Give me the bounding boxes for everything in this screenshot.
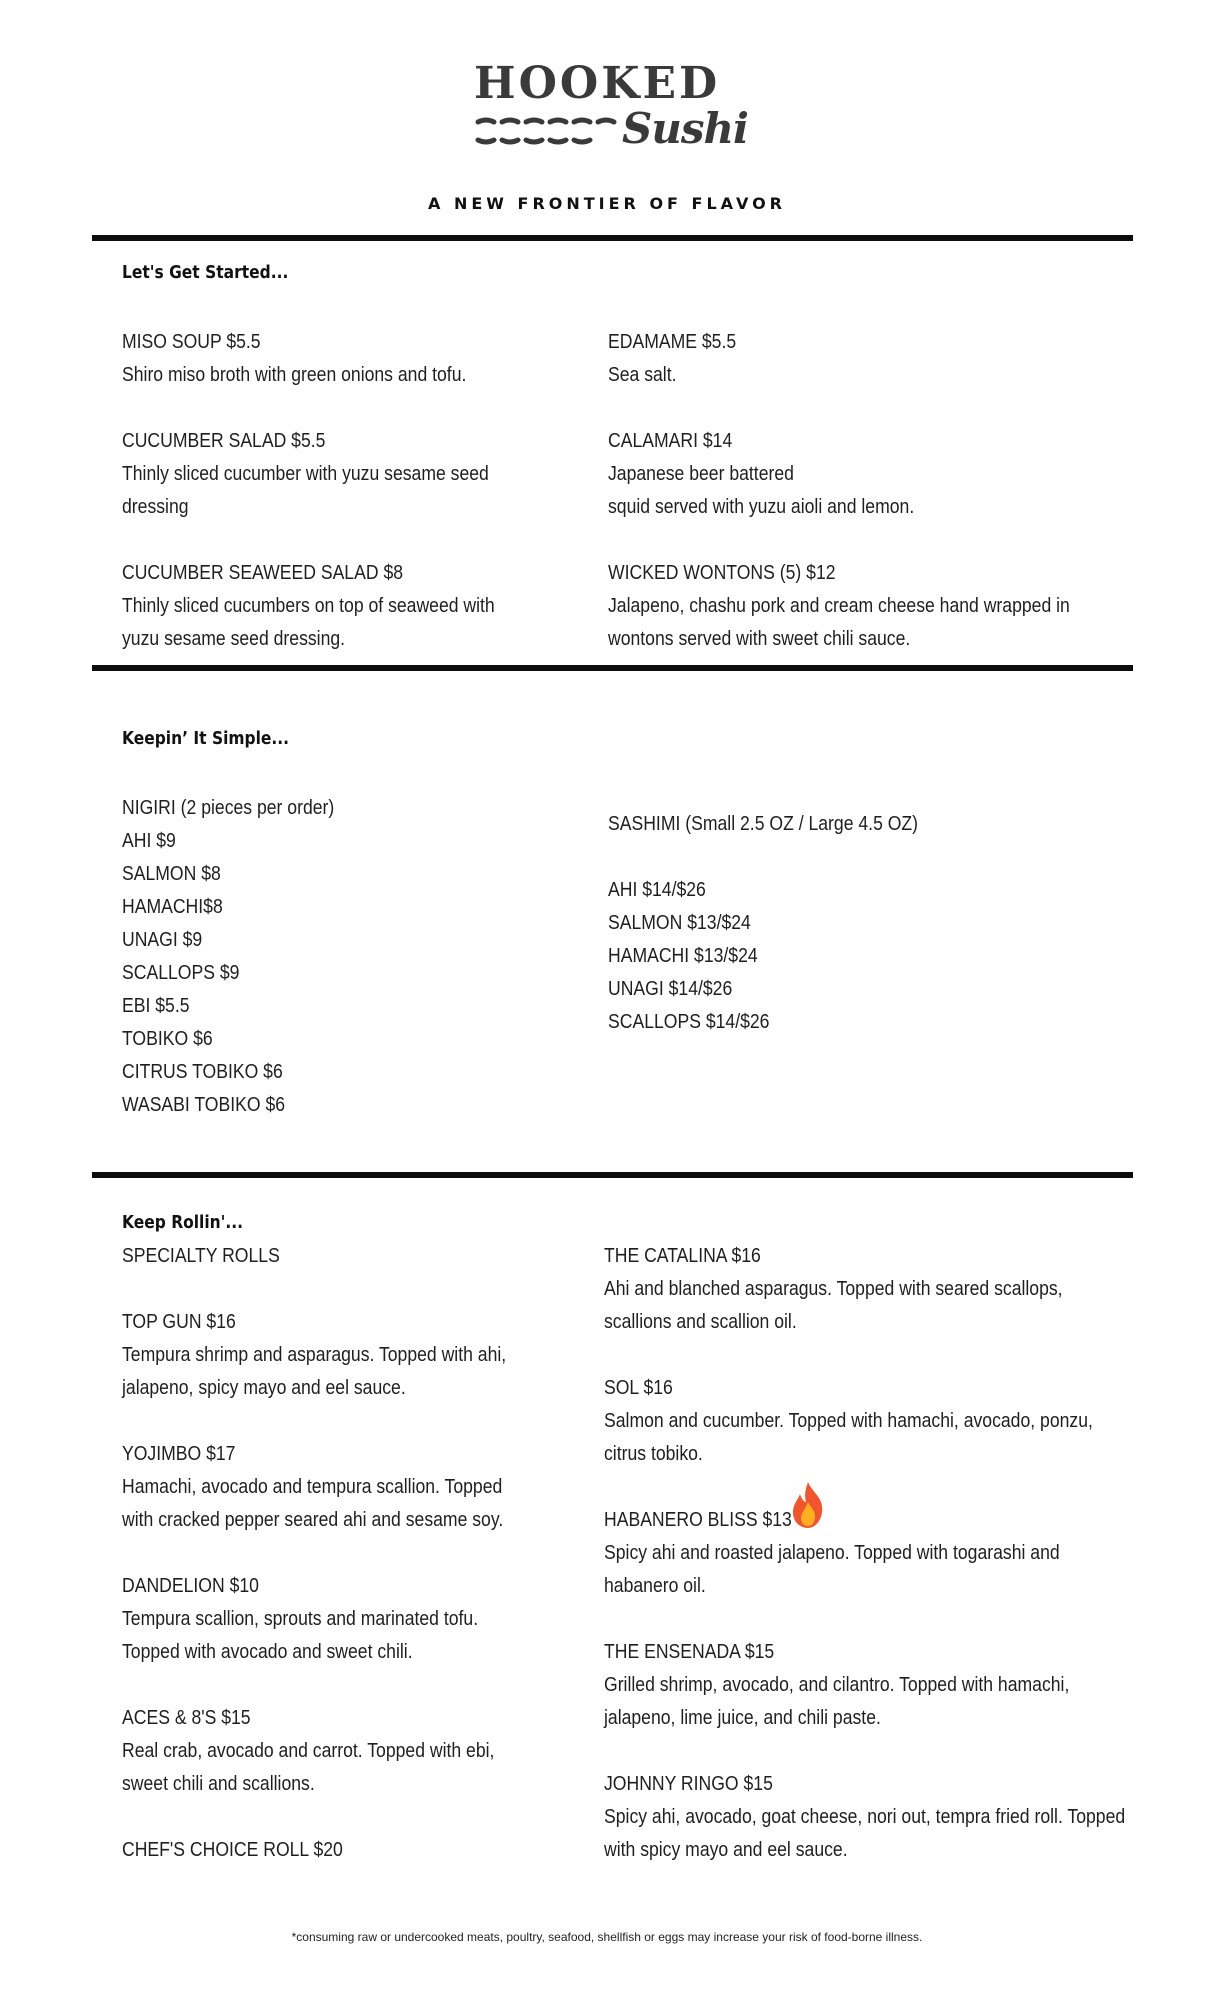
menu-item xyxy=(604,1636,1125,1735)
item-desc: Spicy ahi and roasted jalapeno. Topped with togarashi and xyxy=(604,1542,1060,1564)
item-name: YOJIMBO $17 xyxy=(122,1443,236,1465)
menu-item xyxy=(604,1240,1125,1339)
item-desc: squid served with yuzu aioli and lemon. xyxy=(608,496,915,518)
item-name: HABANERO BLISS $13 xyxy=(604,1509,792,1531)
nigiri-item: AHI $9 xyxy=(122,830,176,852)
sashimi-item: UNAGI $14/$26 xyxy=(608,978,733,1000)
item-name: SOL $16 xyxy=(604,1377,673,1399)
sashimi-item: HAMACHI $13/$24 xyxy=(608,945,758,967)
sashimi-item: SCALLOPS $14/$26 xyxy=(608,1011,770,1033)
item-name: CUCUMBER SALAD $5.5 xyxy=(122,430,326,452)
item-desc: Salmon and cucumber. Topped with hamachi, avocado, ponzu, xyxy=(604,1410,1093,1432)
nigiri-title: NIGIRI (2 pieces per order) xyxy=(122,797,335,819)
menu-item xyxy=(604,1504,1125,1603)
sashimi-item: SALMON $13/$24 xyxy=(608,912,751,934)
item-desc: Topped with avocado and sweet chili. xyxy=(122,1641,413,1663)
item-desc: Hamachi, avocado and tempura scallion. Topped xyxy=(122,1476,503,1498)
sashimi-column xyxy=(608,808,918,1039)
nigiri-item: CITRUS TOBIKO $6 xyxy=(122,1061,283,1083)
section-divider xyxy=(92,1172,1133,1178)
item-name: CALAMARI $14 xyxy=(608,430,733,452)
menu-item xyxy=(608,425,1070,524)
specialty-rolls-title: SPECIALTY ROLLS xyxy=(122,1245,280,1267)
menu-item xyxy=(122,1570,506,1669)
item-name: EDAMAME $5.5 xyxy=(608,331,737,353)
item-desc: sweet chili and scallions. xyxy=(122,1773,315,1795)
section-divider xyxy=(92,235,1133,241)
menu-item xyxy=(122,1702,506,1801)
menu-item xyxy=(608,326,1070,392)
menu-item xyxy=(122,1834,506,1867)
section-heading-simple: Keepin’ It Simple... xyxy=(122,728,290,749)
item-desc: Japanese beer battered xyxy=(608,463,794,485)
footnote: *consuming raw or undercooked meats, poultry, seafood, shellfish or eggs may increase your risk of food-borne illness. xyxy=(291,1930,923,1944)
item-desc: dressing xyxy=(122,496,189,518)
item-desc: jalapeno, spicy mayo and eel sauce. xyxy=(122,1377,406,1399)
nigiri-item: HAMACHI$8 xyxy=(122,896,223,918)
item-desc: citrus tobiko. xyxy=(604,1443,703,1465)
menu-subheading xyxy=(122,1240,506,1273)
item-desc: jalapeno, lime juice, and chili paste. xyxy=(604,1707,881,1729)
menu-item xyxy=(122,557,495,656)
item-desc: Sea salt. xyxy=(608,364,677,386)
item-name: TOP GUN $16 xyxy=(122,1311,236,1333)
menu-item xyxy=(122,326,495,392)
item-desc: Real crab, avocado and carrot. Topped with ebi, xyxy=(122,1740,495,1762)
item-desc: wontons served with sweet chili sauce. xyxy=(608,628,911,650)
menu-item xyxy=(604,1372,1125,1471)
menu-item xyxy=(122,425,495,524)
section-heading-started: Let's Get Started... xyxy=(122,262,289,283)
started-right-column xyxy=(608,326,1070,656)
item-desc: yuzu sesame seed dressing. xyxy=(122,628,346,650)
item-name: DANDELION $10 xyxy=(122,1575,259,1597)
item-desc: Ahi and blanched asparagus. Topped with seared scallops, xyxy=(604,1278,1063,1300)
menu-item xyxy=(122,1306,506,1405)
menu-item xyxy=(608,557,1070,656)
item-name: WICKED WONTONS (5) $12 xyxy=(608,562,836,584)
nigiri-item: WASABI TOBIKO $6 xyxy=(122,1094,286,1116)
rolls-right-column xyxy=(604,1240,1125,1867)
fire-icon xyxy=(788,1480,828,1530)
section-heading-rollin: Keep Rollin'... xyxy=(122,1212,244,1233)
item-desc: Thinly sliced cucumber with yuzu sesame seed xyxy=(122,463,489,485)
item-name: MISO SOUP $5.5 xyxy=(122,331,261,353)
nigiri-item: SALMON $8 xyxy=(122,863,221,885)
item-desc: Grilled shrimp, avocado, and cilantro. Topped with hamachi, xyxy=(604,1674,1070,1696)
item-desc: Thinly sliced cucumbers on top of seaweed with xyxy=(122,595,495,617)
item-desc: habanero oil. xyxy=(604,1575,706,1597)
nigiri-item: UNAGI $9 xyxy=(122,929,203,951)
item-name: CUCUMBER SEAWEED SALAD $8 xyxy=(122,562,404,584)
nigiri-item: EBI $5.5 xyxy=(122,995,190,1017)
item-desc: with spicy mayo and eel sauce. xyxy=(604,1839,848,1861)
brand-script: Sushi xyxy=(622,104,749,153)
brand-name: HOOKED xyxy=(474,58,721,109)
started-left-column xyxy=(122,326,495,656)
item-desc: Jalapeno, chashu pork and cream cheese hand wrapped in xyxy=(608,595,1070,617)
nigiri-item: TOBIKO $6 xyxy=(122,1028,213,1050)
item-desc: Spicy ahi, avocado, goat cheese, nori out, tempra fried roll. Topped xyxy=(604,1806,1126,1828)
menu-item xyxy=(122,1438,506,1537)
sashimi-title: SASHIMI (Small 2.5 OZ / Large 4.5 OZ) xyxy=(608,813,919,835)
tagline: A NEW FRONTIER OF FLAVOR xyxy=(428,194,786,213)
item-name: JOHNNY RINGO $15 xyxy=(604,1773,773,1795)
nigiri-column xyxy=(122,792,334,1122)
section-divider xyxy=(92,665,1133,671)
item-name: THE CATALINA $16 xyxy=(604,1245,761,1267)
item-name: CHEF'S CHOICE ROLL $20 xyxy=(122,1839,343,1861)
rolls-left-column xyxy=(122,1240,506,1867)
item-desc: with cracked pepper seared ahi and sesame soy. xyxy=(122,1509,504,1531)
item-name: THE ENSENADA $15 xyxy=(604,1641,775,1663)
brand-logo xyxy=(470,58,750,162)
item-name: ACES & 8'S $15 xyxy=(122,1707,251,1729)
item-desc: Tempura shrimp and asparagus. Topped with ahi, xyxy=(122,1344,507,1366)
item-desc: Shiro miso broth with green onions and tofu. xyxy=(122,364,467,386)
waves-icon xyxy=(474,114,624,150)
item-desc: Tempura scallion, sprouts and marinated tofu. xyxy=(122,1608,479,1630)
nigiri-item: SCALLOPS $9 xyxy=(122,962,240,984)
item-desc: scallions and scallion oil. xyxy=(604,1311,797,1333)
menu-item xyxy=(604,1768,1125,1867)
sashimi-item: AHI $14/$26 xyxy=(608,879,706,901)
